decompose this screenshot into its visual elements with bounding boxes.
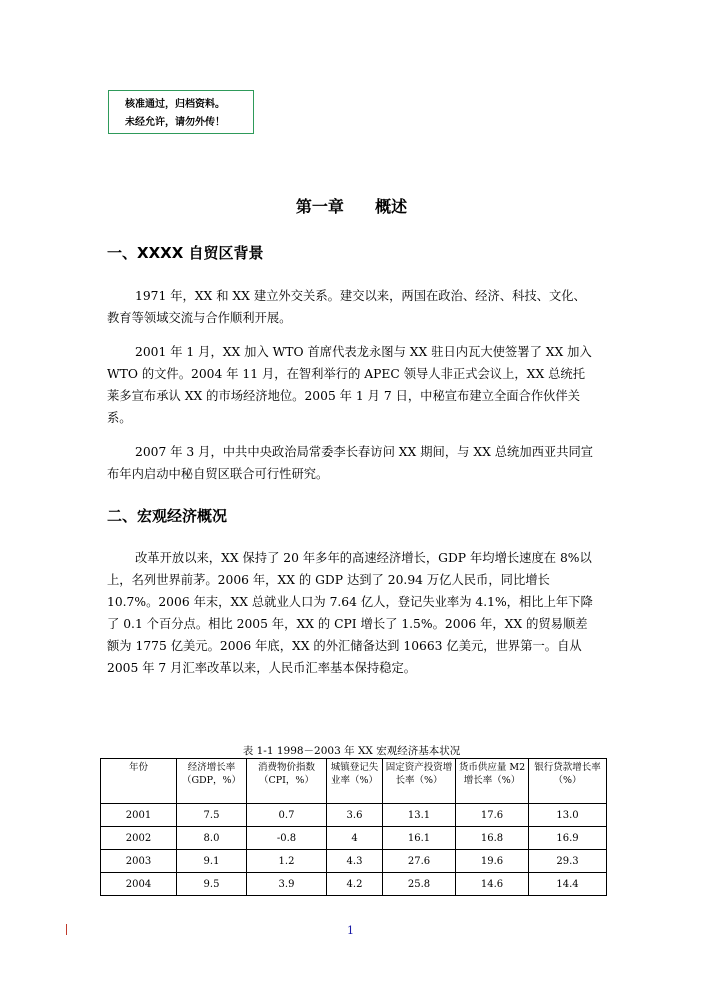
header-year: 年份 xyxy=(101,759,177,804)
paragraph-2001: 2001 年 1 月，XX 加入 WTO 首席代表龙永图与 XX 驻日内瓦大使签署了 XX 加入 WTO 的文件。2004 年 11 月，在智利举行的 APEC 领导人非正式会议上，XX 总统托莱多宣布承认 XX 的市场经济地位。2005 年 1 月 7 日，中秘宣布建立全面合作伙伴关系。 xyxy=(107,345,592,425)
header-cpi: 消费物价指数（CPI，%） xyxy=(247,759,327,804)
section-heading-background: 一、XXXX 自贸区背景 xyxy=(107,244,264,262)
paragraph-macro: 改革开放以来，XX 保持了 20 年多年的高速经济增长，GDP 年均增长速度在 8%以上，名列世界前茅。2006 年，XX 的 GDP 达到了 20.94 万亿人民币，同比增长 10.7%。2006 年末，XX 总就业人口为 7.64 亿人，登记失业率为 4.1%，相比上年下降了 0.1 个百分点。相比 2005 年，XX 的 CPI 增长了 1.5%。2006 年，XX 的贸易顺差额为 1775 亿美元。2006 年底，XX 的外汇储备达到 10663 亿美元，世界第一。自从 2005 年 7 月汇率改革以来，人民币汇率基本保持稳定。 xyxy=(107,551,593,675)
table-cell: -0.8 xyxy=(247,827,327,850)
table-row xyxy=(101,804,607,827)
margin-mark xyxy=(66,924,67,935)
archive-notice-box xyxy=(108,90,254,134)
table-cell: 2004 xyxy=(101,873,177,896)
table-cell: 2002 xyxy=(101,827,177,850)
table-cell: 13.1 xyxy=(383,804,456,827)
table-cell: 3.9 xyxy=(247,873,327,896)
table-cell: 4.2 xyxy=(327,873,383,896)
table-cell: 13.0 xyxy=(529,804,607,827)
table-row xyxy=(101,873,607,896)
macro-economy-table xyxy=(100,758,607,896)
notice-line-1: 核准通过，归档资料。 xyxy=(125,99,225,110)
table-cell: 25.8 xyxy=(383,873,456,896)
table-cell: 7.5 xyxy=(177,804,247,827)
header-m2: 货币供应量 M2 增长率（%） xyxy=(456,759,529,804)
table-cell: 2001 xyxy=(101,804,177,827)
paragraph-2007: 2007 年 3 月，中共中央政治局常委李长春访问 XX 期间，与 XX 总统加西亚共同宣布年内启动中秘自贸区联合可行性研究。 xyxy=(107,445,594,481)
table-cell: 4 xyxy=(327,827,383,850)
table-cell: 4.3 xyxy=(327,850,383,873)
table-cell: 8.0 xyxy=(177,827,247,850)
header-unemployment: 城镇登记失业率（%） xyxy=(327,759,383,804)
table-cell: 16.1 xyxy=(383,827,456,850)
notice-line-2: 未经允许，请勿外传！ xyxy=(125,117,225,128)
table-cell: 16.9 xyxy=(529,827,607,850)
table-cell: 0.7 xyxy=(247,804,327,827)
table-row xyxy=(101,850,607,873)
table-header-row xyxy=(101,759,607,804)
chapter-number: 第一章 xyxy=(295,197,344,216)
header-gdp: 经济增长率（GDP，%） xyxy=(177,759,247,804)
table-caption: 表 1-1 1998－2003 年 XX 宏观经济基本状况 xyxy=(242,745,461,757)
paragraph-1971: 1971 年，XX 和 XX 建立外交关系。建交以来，两国在政治、经济、科技、文化、教育等领域交流与合作顺利开展。 xyxy=(107,289,586,325)
page-number: 1 xyxy=(347,924,354,937)
table-cell: 2003 xyxy=(101,850,177,873)
section-heading-macro: 二、宏观经济概况 xyxy=(107,507,228,525)
table-cell: 1.2 xyxy=(247,850,327,873)
table-cell: 17.6 xyxy=(456,804,529,827)
chapter-title xyxy=(0,194,703,217)
table-row xyxy=(101,827,607,850)
table-cell: 14.4 xyxy=(529,873,607,896)
header-fixed-investment: 固定资产投资增长率（%） xyxy=(383,759,456,804)
table-cell: 9.5 xyxy=(177,873,247,896)
table-cell: 9.1 xyxy=(177,850,247,873)
table-cell: 3.6 xyxy=(327,804,383,827)
table-cell: 14.6 xyxy=(456,873,529,896)
table-cell: 27.6 xyxy=(383,850,456,873)
table-cell: 29.3 xyxy=(529,850,607,873)
chapter-name: 概述 xyxy=(375,197,408,216)
table-cell: 16.8 xyxy=(456,827,529,850)
header-bank-loans: 银行贷款增长率（%） xyxy=(529,759,607,804)
table-cell: 19.6 xyxy=(456,850,529,873)
